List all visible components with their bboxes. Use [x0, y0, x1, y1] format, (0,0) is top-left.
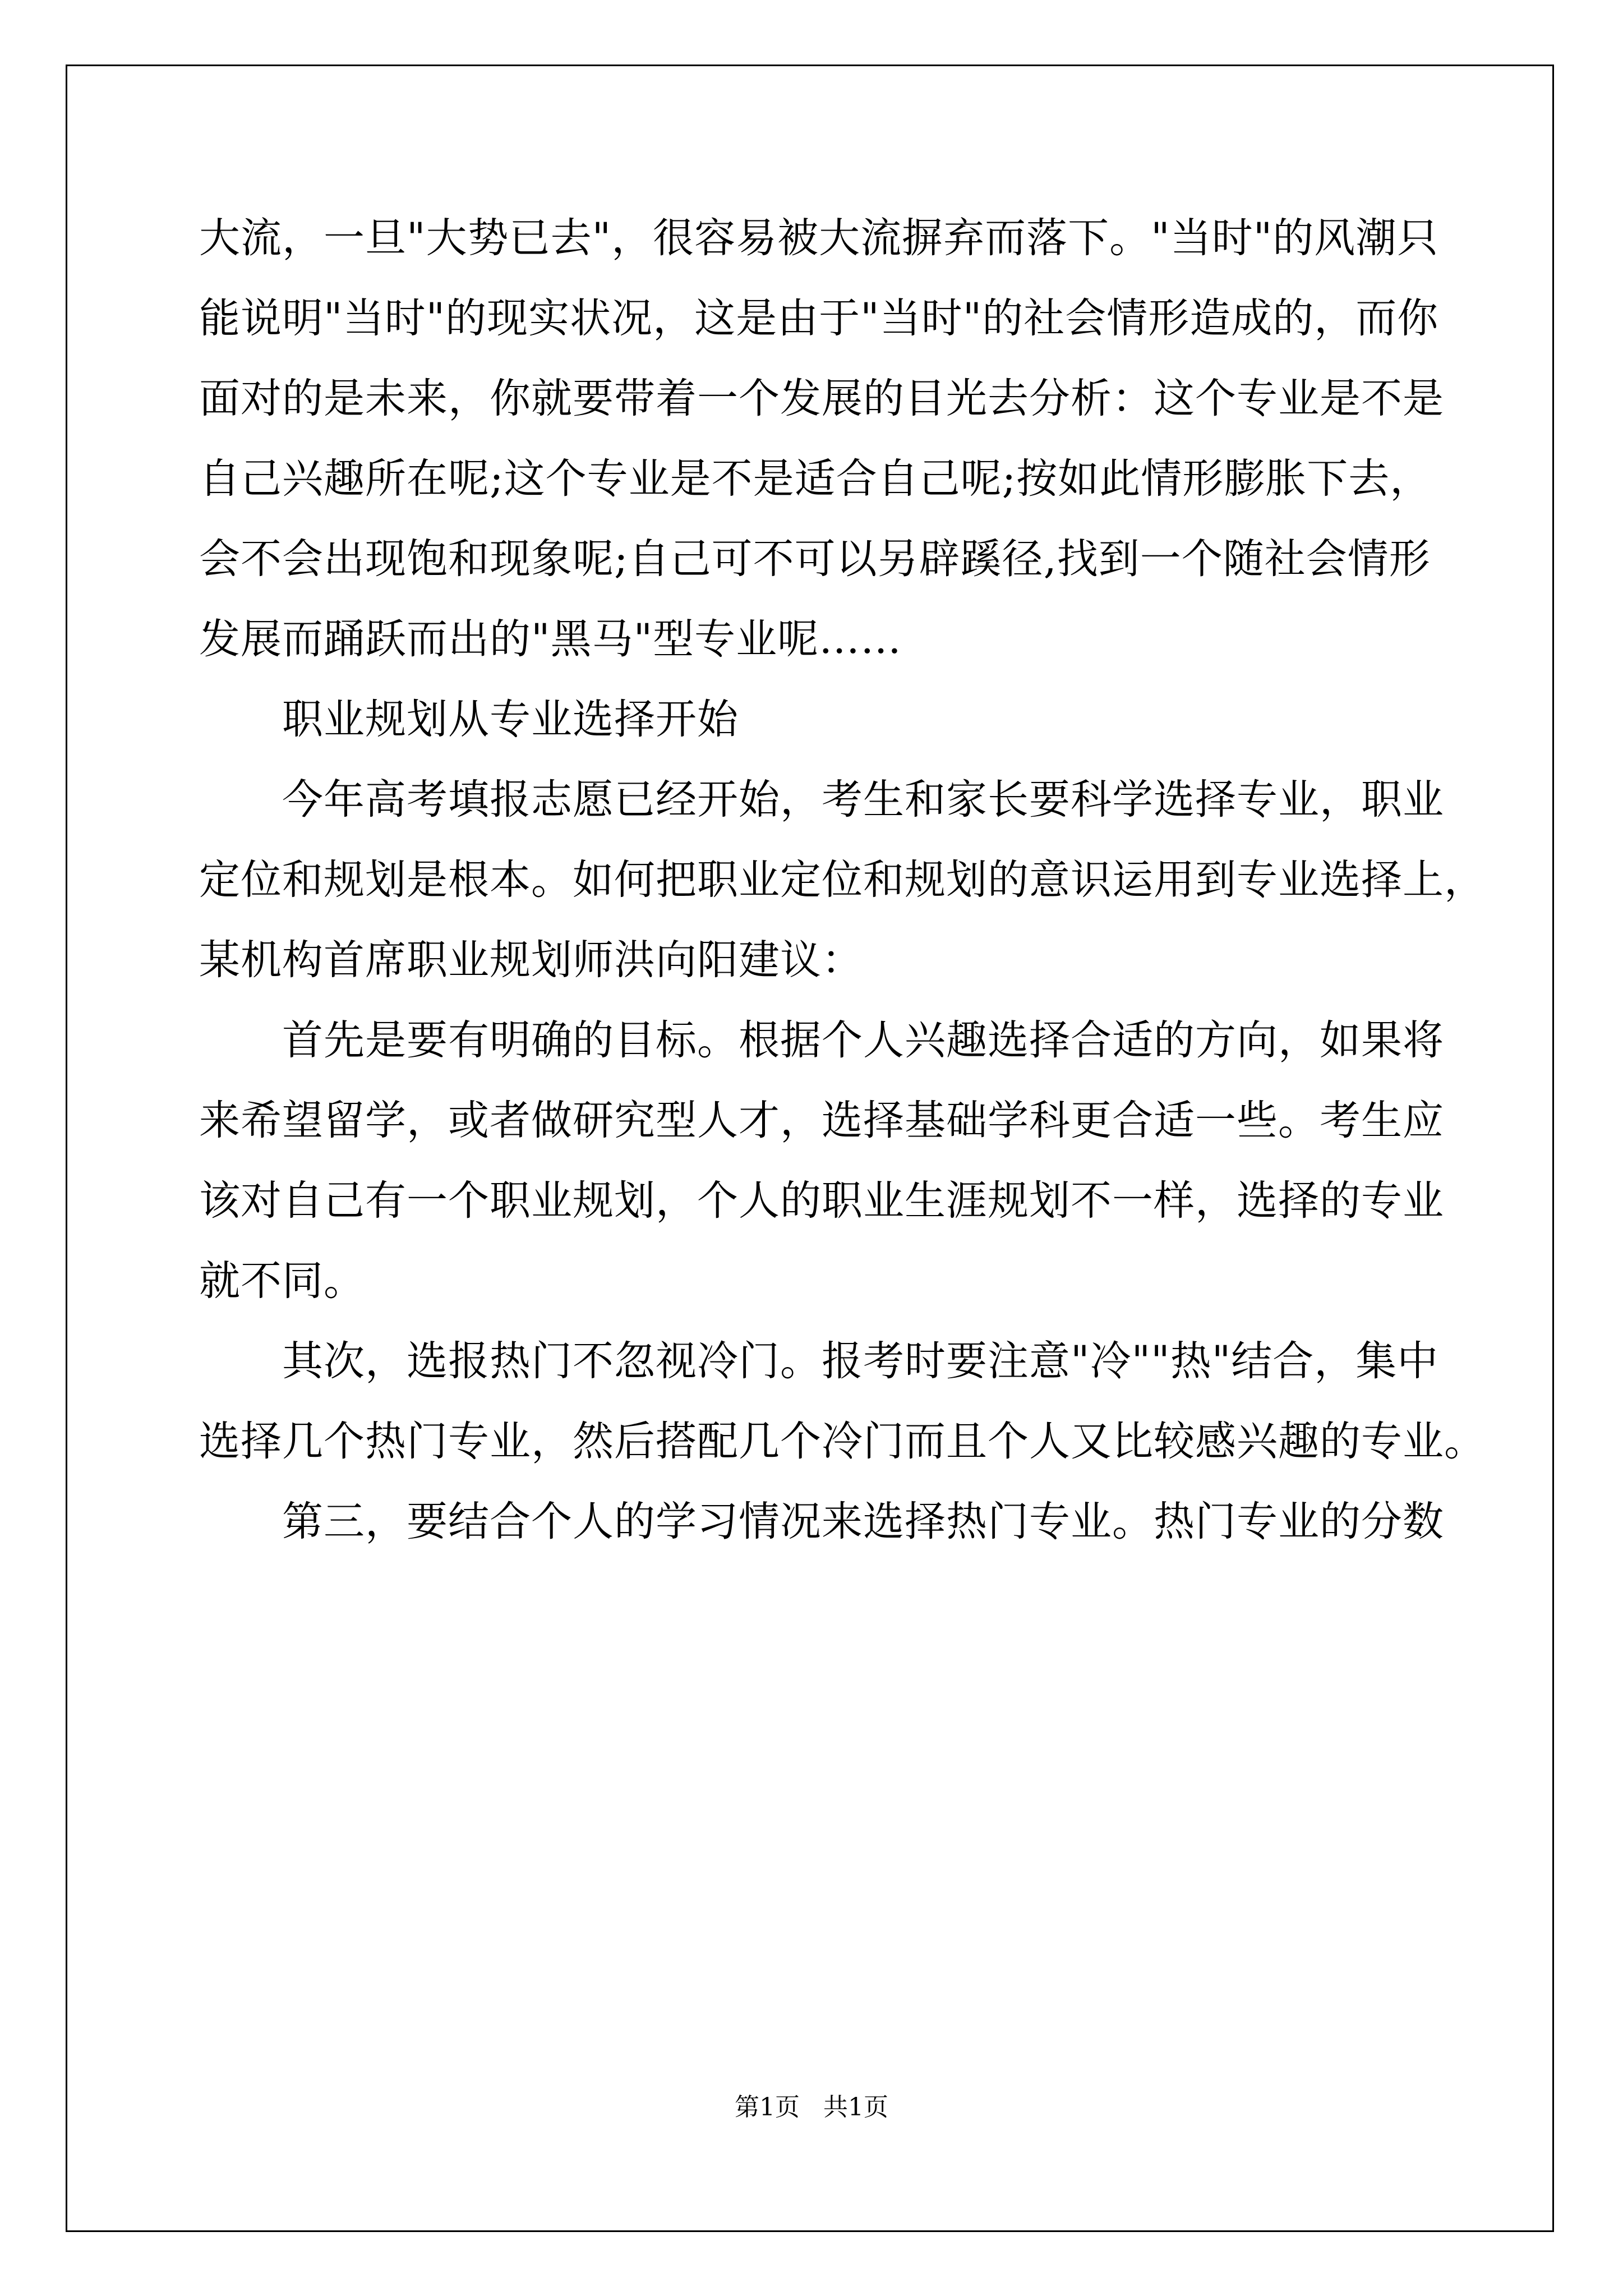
text-line: 就不同。 — [199, 1257, 365, 1305]
paragraph-first-line: 今年高考填报志愿已经开始，考生和家长要科学选择专业，职业 — [282, 776, 1444, 823]
text-line: 能说明"当时"的现实状况，这是由于"当时"的社会情形造成的，而你 — [199, 295, 1439, 342]
text-line: 选择几个热门专业，然后搭配几个冷门而且个人又比较感兴趣的专业。 — [199, 1418, 1486, 1465]
text-line: 某机构首席职业规划师洪向阳建议： — [199, 936, 863, 984]
section-heading: 职业规划从专业选择开始 — [282, 696, 739, 743]
paragraph-first-line: 其次，选报热门不忽视冷门。报考时要注意"冷""热"结合，集中 — [282, 1337, 1439, 1385]
paragraph-first-line: 首先是要有明确的目标。根据个人兴趣选择合适的方向，如果将 — [282, 1016, 1444, 1064]
text-line: 大流，一旦"大势已去"，很容易被大流摒弃而落下。"当时"的风潮只 — [199, 214, 1439, 262]
text-line: 自己兴趣所在呢;这个专业是不是适合自己呢;按如此情形膨胀下去， — [199, 455, 1432, 503]
text-line: 发展而踊跃而出的"黑马"型专业呢…… — [199, 615, 902, 663]
text-line: 该对自己有一个职业规划，个人的职业生涯规划不一样，选择的专业 — [199, 1177, 1444, 1225]
text-line: 定位和规划是根本。如何把职业定位和规划的意识运用到专业选择上， — [199, 856, 1486, 904]
text-line: 会不会出现饱和现象呢;自己可不可以另辟蹊径,找到一个随社会情形 — [199, 535, 1431, 583]
text-line: 来希望留学，或者做研究型人才，选择基础学科更合适一些。考生应 — [199, 1097, 1444, 1144]
paragraph-first-line: 第三，要结合个人的学习情况来选择热门专业。热门专业的分数 — [282, 1498, 1444, 1545]
text-line: 面对的是未来，你就要带着一个发展的目光去分析：这个专业是不是 — [199, 375, 1444, 422]
page-footer: 第1页 共1页 — [735, 2093, 888, 2122]
